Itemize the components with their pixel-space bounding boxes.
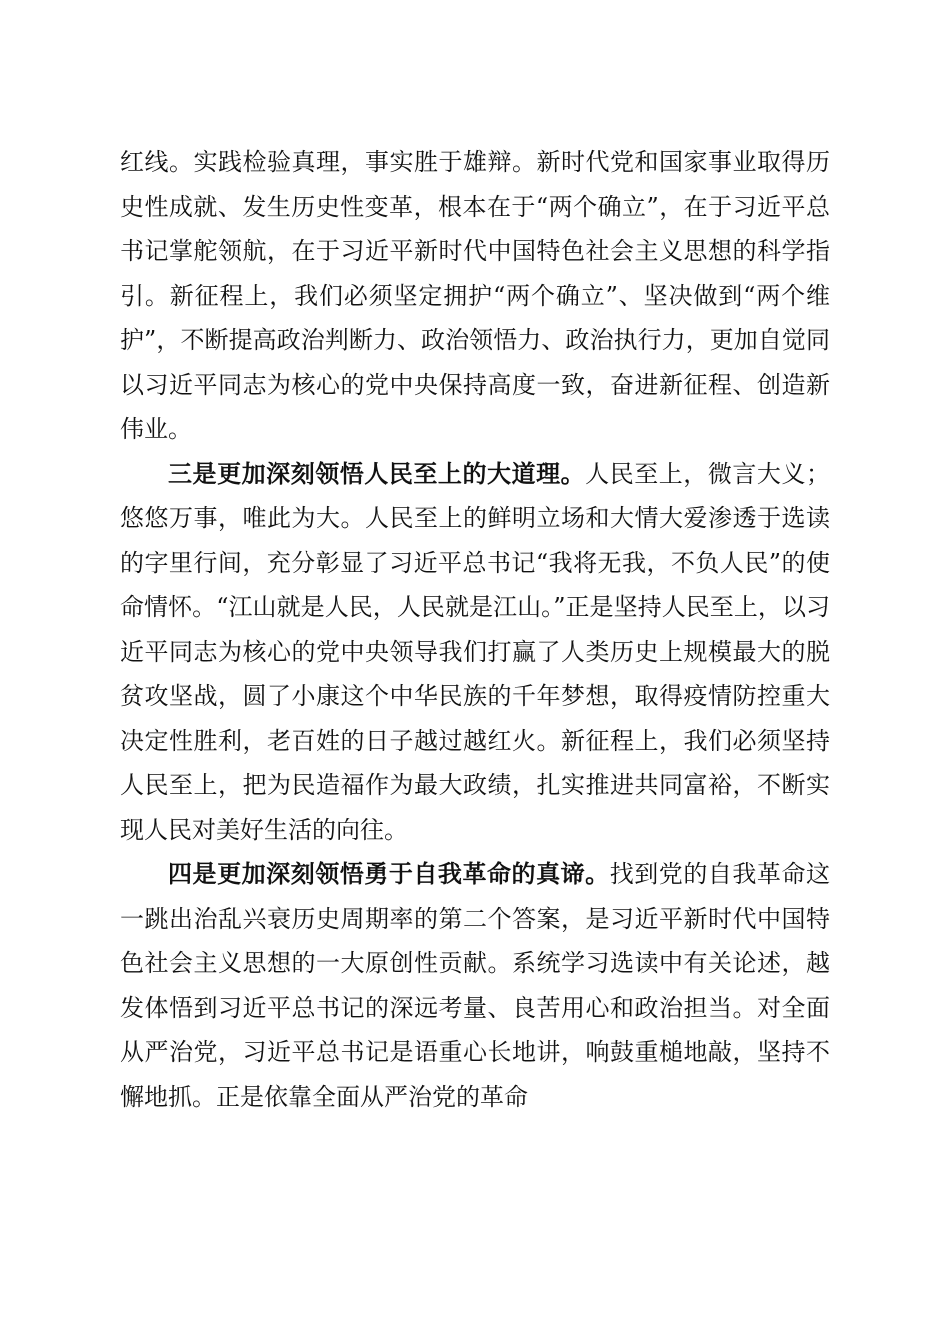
paragraph-self-revolution [120, 852, 830, 1119]
paragraph-heading: 三是更加深刻领悟人民至上的大道理。 [168, 459, 586, 488]
document-body [120, 140, 830, 1119]
paragraph-continuation [120, 140, 830, 452]
paragraph-text: 找到党的自我革命这一跳出治乱兴衰历史周期率的第二个答案，是习近平新时代中国特色社会主义思想的一大原创性贡献。系统学习选读中有关论述，越发体悟到习近平总书记的深远考量、良苦用心和政治担当。对全面从严治党，习近平总书记是语重心长地讲，响鼓重槌地敲，坚持不懈地抓。正是依靠全面从严治党的革命 [120, 860, 831, 1111]
paragraph-people-first [120, 452, 830, 853]
paragraph-heading: 四是更加深刻领悟勇于自我革命的真谛。 [168, 860, 610, 888]
paragraph-text: 人民至上，微言大义；悠悠万事，唯此为大。人民至上的鲜明立场和大情大爱渗透于选读的字里行间，充分彰显了习近平总书记“我将无我，不负人民”的使命情怀。“江山就是人民，人民就是江山。”正是坚持人民至上，以习近平同志为核心的党中央领导我们打赢了人类历史上规模最大的脱贫攻坚战，圆了小康这个中华民族的千年梦想，取得疫情防控重大决定性胜利，老百姓的日子越过越红火。新征程上，我们必须坚持人民至上，把为民造福作为最大政绩，扎实推进共同富裕，不断实现人民对美好生活的向往。 [120, 459, 831, 844]
paragraph-text: 红线。实践检验真理，事实胜于雄辩。新时代党和国家事业取得历史性成就、发生历史性变革，根本在于“两个确立”，在于习近平总书记掌舵领航，在于习近平新时代中国特色社会主义思想的科学指引。新征程上，我们必须坚定拥护“两个确立”、坚决做到“两个维护”，不断提高政治判断力、政治领悟力、政治执行力，更加自觉同以习近平同志为核心的党中央保持高度一致，奋进新征程、创造新伟业。 [120, 148, 830, 443]
